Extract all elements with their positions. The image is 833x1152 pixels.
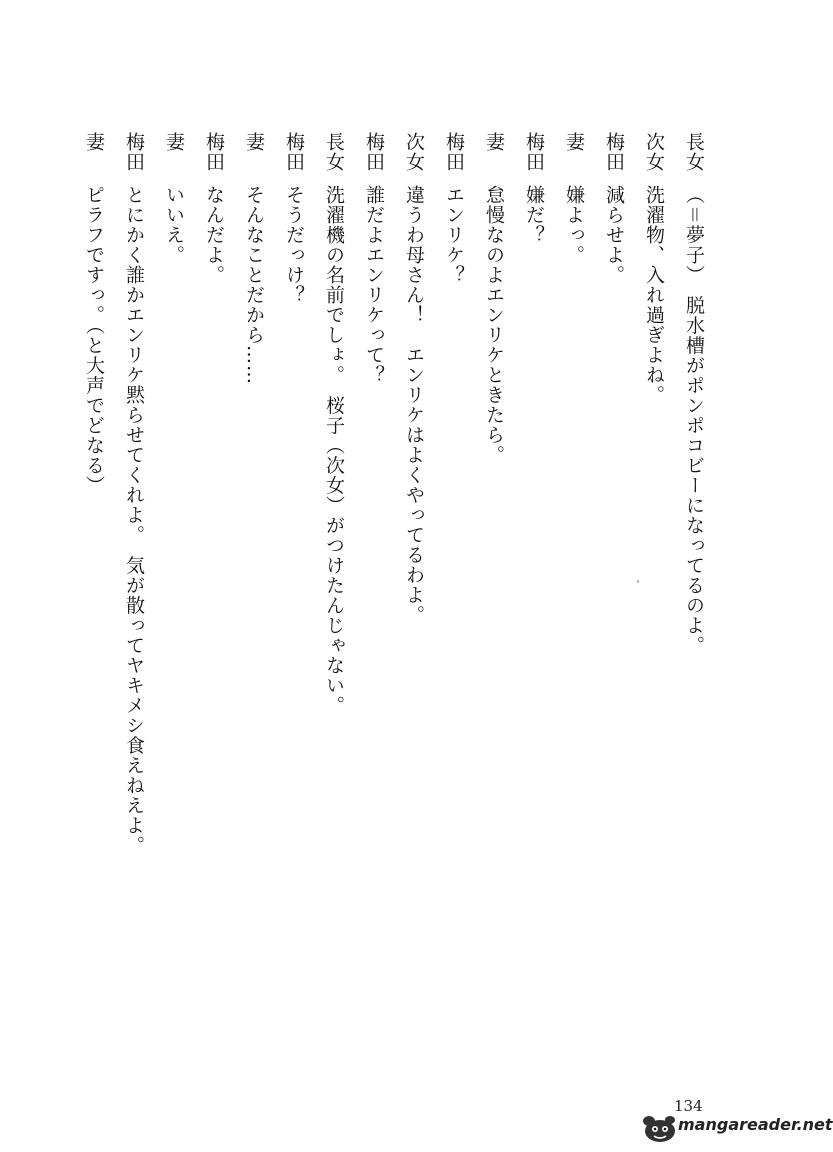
dialogue-line: [234, 132, 274, 852]
speech-text: そうだっけ？: [283, 185, 305, 305]
speech-text: なんだよ。: [203, 185, 225, 285]
speaker-name: 長女: [683, 132, 705, 172]
speaker-name: 妻: [563, 132, 585, 152]
speaker-name: 妻: [83, 132, 105, 152]
dialogue-line: [514, 132, 554, 852]
speech-text: とにかく誰かエンリケ黙らせてくれよ。 気が散ってヤキメシ食えねえよ。: [123, 185, 145, 856]
dialogue-line: [594, 132, 634, 852]
speech-text: そんなことだから……: [243, 185, 265, 385]
speaker-name: 妻: [163, 132, 185, 152]
dialogue-line: [634, 132, 674, 852]
speech-text: いいえ。: [163, 185, 185, 265]
speech-text: ピラフですっ。（と大声でどなる）: [83, 185, 105, 496]
dialogue-line: [474, 132, 514, 852]
paper-speck: [637, 580, 639, 583]
page-number: 134: [674, 1097, 703, 1115]
dialogue-line: [154, 132, 194, 852]
dialogue-line: [554, 132, 594, 852]
speech-text: 誰だよエンリケって？: [363, 185, 385, 385]
speech-text: 減らせよ。: [603, 185, 625, 285]
speaker-name: 梅田: [363, 132, 385, 172]
speech-text: 洗濯機の名前でしょ。 桜子（次女）がつけたんじゃない。: [323, 185, 345, 716]
dialogue-line: [74, 132, 114, 852]
dialogue-line: [394, 132, 434, 852]
speech-text: 怠慢なのよエンリケときたら。: [483, 185, 505, 465]
dialogue-line: [434, 132, 474, 852]
speaker-name: 妻: [243, 132, 265, 152]
vertical-script: [74, 132, 714, 856]
speaker-name: 次女: [403, 132, 425, 172]
speaker-name: 梅田: [123, 132, 145, 172]
speech-text: 洗濯物、入れ過ぎよね。: [643, 185, 665, 405]
speaker-name: 次女: [643, 132, 665, 172]
speaker-name: 梅田: [603, 132, 625, 172]
speech-text: 違うわ母さん！ エンリケはよくやってるわよ。: [403, 185, 425, 625]
speaker-name: 長女: [323, 132, 345, 172]
dialogue-line: [314, 132, 354, 852]
speech-text: （＝夢子） 脱水槽がポンポコビーになってるのよ。: [683, 185, 705, 656]
speech-text: エンリケ？: [443, 185, 465, 285]
dialogue-line: [674, 132, 714, 852]
speaker-name: 妻: [483, 132, 505, 152]
speech-text: 嫌だ？: [523, 185, 545, 245]
speaker-name: 梅田: [203, 132, 225, 172]
speech-text: 嫌よっ。: [563, 185, 585, 265]
dialogue-line: [194, 132, 234, 852]
watermark[interactable]: [640, 1108, 833, 1148]
mascot-icon: [640, 1112, 680, 1146]
speaker-name: 梅田: [523, 132, 545, 172]
dialogue-line: [354, 132, 394, 852]
speaker-name: 梅田: [443, 132, 465, 172]
speaker-name: 梅田: [283, 132, 305, 172]
dialogue-line: [114, 132, 154, 856]
dialogue-line: [274, 132, 314, 852]
watermark-text: mangareader.net: [678, 1115, 833, 1134]
